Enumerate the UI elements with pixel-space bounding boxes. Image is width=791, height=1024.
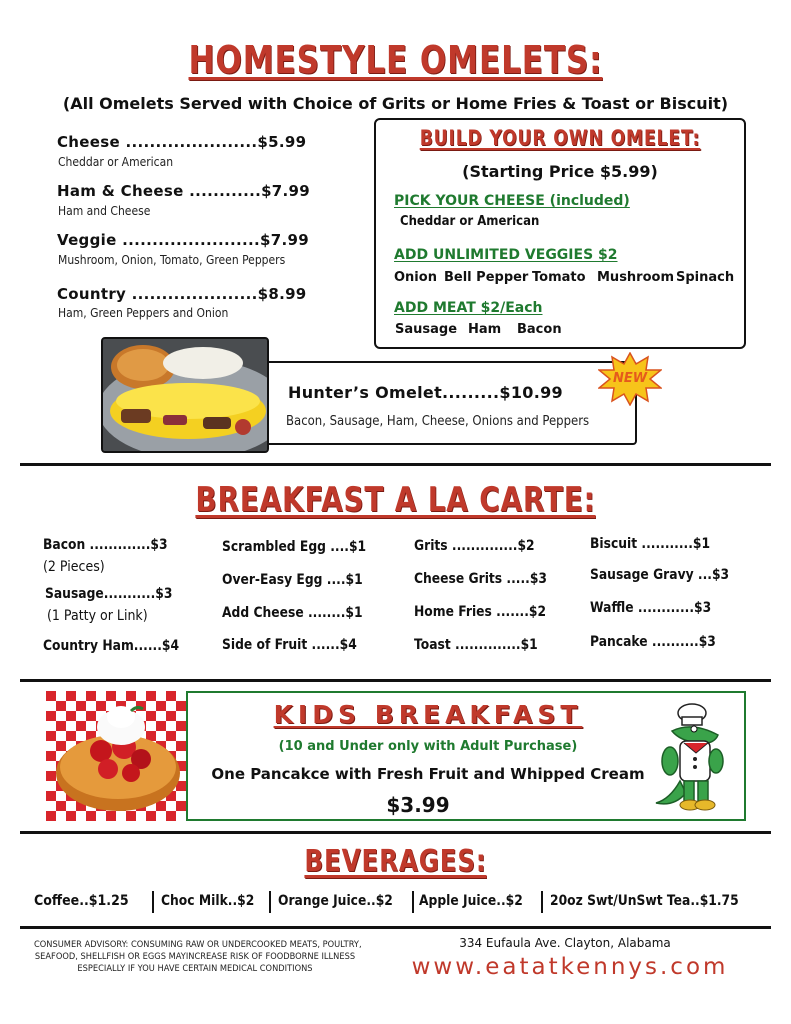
hunter-omelet-photo (101, 337, 269, 453)
alligator-chef-icon (650, 703, 730, 815)
kids-pancake-photo (46, 691, 188, 821)
advisory-line-3: ESPECIALLY IF YOU HAVE CERTAIN MEDICAL CONDITIONS (77, 964, 313, 974)
byo-cheese-options: Cheddar or American (400, 214, 540, 229)
beverages-list (32, 891, 762, 915)
carte-country-ham: Country Ham......$4 (43, 638, 180, 654)
bev-separator (412, 891, 414, 913)
carte-scrambled-egg: Scrambled Egg ....$1 (222, 539, 367, 555)
omelets-title: HOMESTYLE OMELETS: (188, 38, 603, 82)
advisory-line-2: SEAFOOD, SHELLFISH OR EGGS MAYINCREASE RISK OF FOODBORNE ILLNESS (34, 952, 356, 962)
byo-title: BUILD YOUR OWN OMELET: (419, 126, 701, 150)
meat-ham: Ham (468, 322, 502, 337)
carte-cheese-grits: Cheese Grits .....$3 (414, 571, 547, 587)
omelet-cheese: Cheese ......................$5.99 (57, 133, 307, 151)
consumer-advisory (20, 939, 370, 975)
carte-sausage-gravy: Sausage Gravy ...$3 (590, 567, 730, 583)
carte-bacon-note: (2 Pieces) (43, 559, 105, 575)
carte-bacon: Bacon .............$3 (43, 537, 168, 553)
veggie-bell-pepper: Bell Pepper (444, 270, 529, 285)
bev-separator (269, 891, 271, 913)
carte-waffle: Waffle ............$3 (590, 600, 712, 616)
bev-coffee: Coffee..$1.25 (34, 893, 129, 909)
carte-pancake: Pancake ..........$3 (590, 634, 716, 650)
address: 334 Eufaula Ave. Clayton, Alabama (459, 936, 671, 950)
veggie-onion: Onion (394, 270, 437, 285)
carte-grits: Grits ..............$2 (414, 538, 535, 554)
divider-4 (20, 926, 771, 929)
hunter-omelet: Hunter’s Omelet.........$10.99 (288, 383, 563, 402)
omelet-ham-cheese: Ham & Cheese ............$7.99 (57, 182, 311, 200)
byo-veggies-heading: ADD UNLIMITED VEGGIES $2 (394, 247, 618, 263)
chef-alligator-mascot (650, 703, 730, 815)
byo-price: (Starting Price $5.99) (462, 162, 658, 181)
omelet-ham-cheese-desc: Ham and Cheese (58, 204, 151, 218)
carte-biscuit: Biscuit ...........$1 (590, 536, 711, 552)
bev-choc-milk: Choc Milk..$2 (161, 893, 255, 909)
omelets-subtitle: (All Omelets Served with Choice of Grits or Home Fries & Toast or Biscuit) (62, 94, 729, 113)
omelet-country-desc: Ham, Green Peppers and Onion (58, 306, 229, 320)
byo-meat-heading: ADD MEAT $2/Each (394, 300, 543, 316)
carte-title: BREAKFAST A LA CARTE: (195, 480, 596, 520)
bev-separator (541, 891, 543, 913)
new-badge (598, 352, 662, 406)
bev-separator (152, 891, 154, 913)
website-link[interactable]: www.eatatkennys.com (411, 954, 729, 980)
carte-sausage-note: (1 Patty or Link) (47, 608, 148, 624)
carte-side-of-fruit: Side of Fruit ......$4 (222, 637, 357, 653)
divider-2 (20, 679, 771, 682)
carte-add-cheese: Add Cheese ........$1 (222, 605, 363, 621)
omelet-veggie: Veggie .......................$7.99 (57, 231, 309, 249)
beverages-title: BEVERAGES: (304, 844, 487, 879)
kids-price: $3.99 (386, 793, 450, 817)
omelet-cheese-desc: Cheddar or American (58, 155, 174, 169)
omelet-plate-icon (103, 339, 269, 453)
omelet-veggie-desc: Mushroom, Onion, Tomato, Green Peppers (58, 253, 286, 267)
carte-home-fries: Home Fries .......$2 (414, 604, 547, 620)
kids-note: (10 and Under only with Adult Purchase) (278, 739, 578, 754)
omelet-country: Country .....................$8.99 (57, 285, 307, 303)
divider-1 (20, 463, 771, 466)
bev-apple-juice: Apple Juice..$2 (419, 893, 523, 909)
carte-over-easy-egg: Over-Easy Egg ....$1 (222, 572, 363, 588)
kids-title: KIDS BREAKFAST (273, 700, 583, 729)
veggie-spinach: Spinach (676, 270, 735, 285)
carte-toast: Toast ..............$1 (414, 637, 538, 653)
pancake-icon (46, 691, 188, 821)
meat-bacon: Bacon (517, 322, 562, 337)
advisory-line-1: CONSUMER ADVISORY: CONSUMING RAW OR UNDERCOOKED MEATS, POULTRY, (34, 940, 362, 950)
new-badge-label: NEW (612, 371, 648, 386)
byo-cheese-heading: PICK YOUR CHEESE (included) (394, 193, 630, 209)
bev-orange-juice: Orange Juice..$2 (278, 893, 393, 909)
hunter-omelet-desc: Bacon, Sausage, Ham, Cheese, Onions and Peppers (286, 414, 590, 429)
bev-tea: 20oz Swt/UnSwt Tea..$1.75 (550, 893, 739, 909)
carte-sausage: Sausage...........$3 (45, 586, 173, 602)
kids-desc: One Pancakce with Fresh Fruit and Whipped Cream (211, 765, 645, 783)
divider-3 (20, 831, 771, 834)
veggie-mushroom: Mushroom (597, 270, 675, 285)
veggie-tomato: Tomato (532, 270, 586, 285)
meat-sausage: Sausage (395, 322, 458, 337)
